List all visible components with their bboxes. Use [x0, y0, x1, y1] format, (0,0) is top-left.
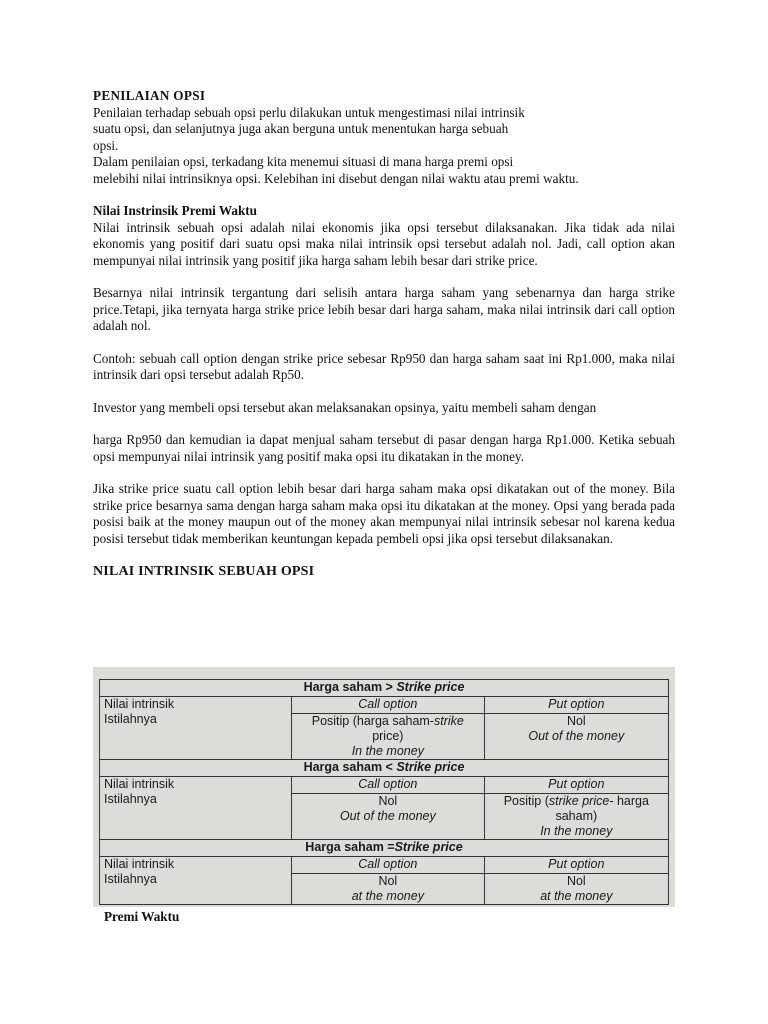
intro-line: Dalam penilaian opsi, terkadang kita menemui situasi di mana harga premi opsi — [93, 154, 514, 169]
band-em: Strike price — [396, 680, 465, 694]
row-label-term: Istilahnya — [104, 792, 157, 806]
spacer — [93, 384, 675, 400]
cell-text: Nol — [566, 874, 586, 888]
table-band-equal — [100, 840, 669, 857]
table-band-greater — [100, 680, 669, 697]
row-label-intrinsic: Nilai intrinsik — [104, 697, 175, 711]
intrinsic-value-table — [99, 679, 669, 905]
cell-put-value — [484, 874, 668, 905]
cell-term: In the money — [351, 744, 424, 758]
cell-text: Positip (harga saham- — [311, 714, 435, 728]
spacer — [93, 416, 675, 432]
cell-text: Positip ( — [503, 794, 549, 808]
paragraph: Nilai intrinsik sebuah opsi adalah nilai ekonomis jika opsi tersebut dilaksanakan. Jika tidak ada nilai ekonomis yang positif dari suatu opsi maka nilai intrinsik opsi tersebut adalah nol. Jadi, call option akan mempunyai nilai intrinsik yang positif jika harga saham lebih besar dari strike price. — [93, 219, 675, 268]
section-title-table: NILAI INTRINSIK SEBUAH OPSI — [93, 564, 315, 579]
cell-term: Out of the money — [528, 729, 625, 743]
cell-em: strike — [434, 714, 464, 728]
col-header-call: Call option — [292, 697, 485, 714]
col-header-call: Call option — [292, 777, 485, 794]
cell-text: Nol — [378, 874, 398, 888]
paragraph: Besarnya nilai intrinsik tergantung dari selisih antara harga saham yang sebenarnya dan harga strike price.Tetapi, jika ternyata harga strike price lebih besar dari harga saham, maka nilai intrinsik dari call option adalah nol. — [93, 285, 675, 333]
document-body — [93, 88, 675, 581]
col-header-put: Put option — [484, 857, 668, 874]
band-text: Harga saham < — [303, 760, 397, 774]
row-label-term: Istilahnya — [104, 872, 157, 886]
table-band-less — [100, 760, 669, 777]
intrinsic-value-table-image — [93, 667, 675, 907]
paragraph: Contoh: sebuah call option dengan strike price sebesar Rp950 dan harga saham saat ini Rp1.000, maka nilai intrinsik dari opsi tersebut adalah Rp50. — [93, 350, 675, 382]
intro-line: suatu opsi, dan selanjutnya juga akan berguna untuk menentukan harga sebuah — [93, 121, 509, 136]
cell-term: Out of the money — [339, 809, 436, 823]
spacer — [93, 547, 675, 564]
cell-call-value — [292, 714, 485, 760]
intro-line: Penilaian terhadap sebuah opsi perlu dilakukan untuk mengestimasi nilai intrinsik — [93, 104, 525, 120]
paragraph: Investor yang membeli opsi tersebut akan melaksanakan opsinya, yaitu membeli saham dengan — [93, 399, 597, 415]
band-em: Strike price — [396, 760, 465, 774]
col-header-put: Put option — [484, 697, 668, 714]
cell-term: at the money — [351, 889, 424, 903]
row-labels — [100, 857, 292, 905]
cell-term: at the money — [540, 889, 613, 903]
cell-text: Nol — [566, 714, 586, 728]
page-title: PENILAIAN OPSI — [93, 88, 206, 103]
cell-call-value — [292, 874, 485, 905]
row-label-term: Istilahnya — [104, 712, 157, 726]
spacer — [93, 335, 675, 351]
intro-line: melebihi nilai intrinsiknya opsi. Kelebihan ini disebut dengan nilai waktu atau premi waktu. — [93, 170, 579, 186]
section-title-intrinsic: Nilai Instrinsik Premi Waktu — [93, 203, 258, 218]
row-label-intrinsic: Nilai intrinsik — [104, 777, 175, 791]
spacer — [93, 269, 675, 285]
row-label-intrinsic: Nilai intrinsik — [104, 857, 175, 871]
col-header-call: Call option — [292, 857, 485, 874]
cell-term: In the money — [540, 824, 613, 838]
band-text: Harga saham > — [303, 680, 397, 694]
cell-text: price) — [372, 729, 404, 743]
section-title-time-premium: Premi Waktu — [104, 909, 180, 924]
band-text: Harga saham = — [305, 840, 395, 854]
col-header-put: Put option — [484, 777, 668, 794]
cell-text: Nol — [378, 794, 398, 808]
cell-em: strike price — [548, 794, 610, 808]
band-em: Strike price — [394, 840, 463, 854]
cell-text: saham) — [555, 809, 598, 823]
paragraph: harga Rp950 dan kemudian ia dapat menjual saham tersebut di pasar dengan harga Rp1.000. Ketika sebuah opsi mempunyai nilai intrinsik yang positif maka opsi itu dikatakan in the money. — [93, 432, 675, 464]
cell-text: - harga — [609, 794, 649, 808]
spacer — [93, 465, 675, 481]
row-labels — [100, 777, 292, 840]
cell-call-value — [292, 794, 485, 840]
spacer — [93, 187, 675, 203]
intro-line: opsi. — [93, 137, 119, 153]
paragraph: Jika strike price suatu call option lebih besar dari harga saham maka opsi dikatakan out of the money. Bila strike price besarnya sama dengan harga saham maka opsi itu dikatakan at the money. Opsi yang berada pada posisi baik at the money maupun out of the money akan mempunyai nilai intrinsik sebesar nol karena kedua posisi tersebut tidak memberikan keuntungan kepada pembeli opsi jika opsi tersebut dilaksanakan. — [93, 481, 675, 546]
row-labels — [100, 697, 292, 760]
cell-put-value — [484, 794, 668, 840]
cell-put-value — [484, 714, 668, 760]
